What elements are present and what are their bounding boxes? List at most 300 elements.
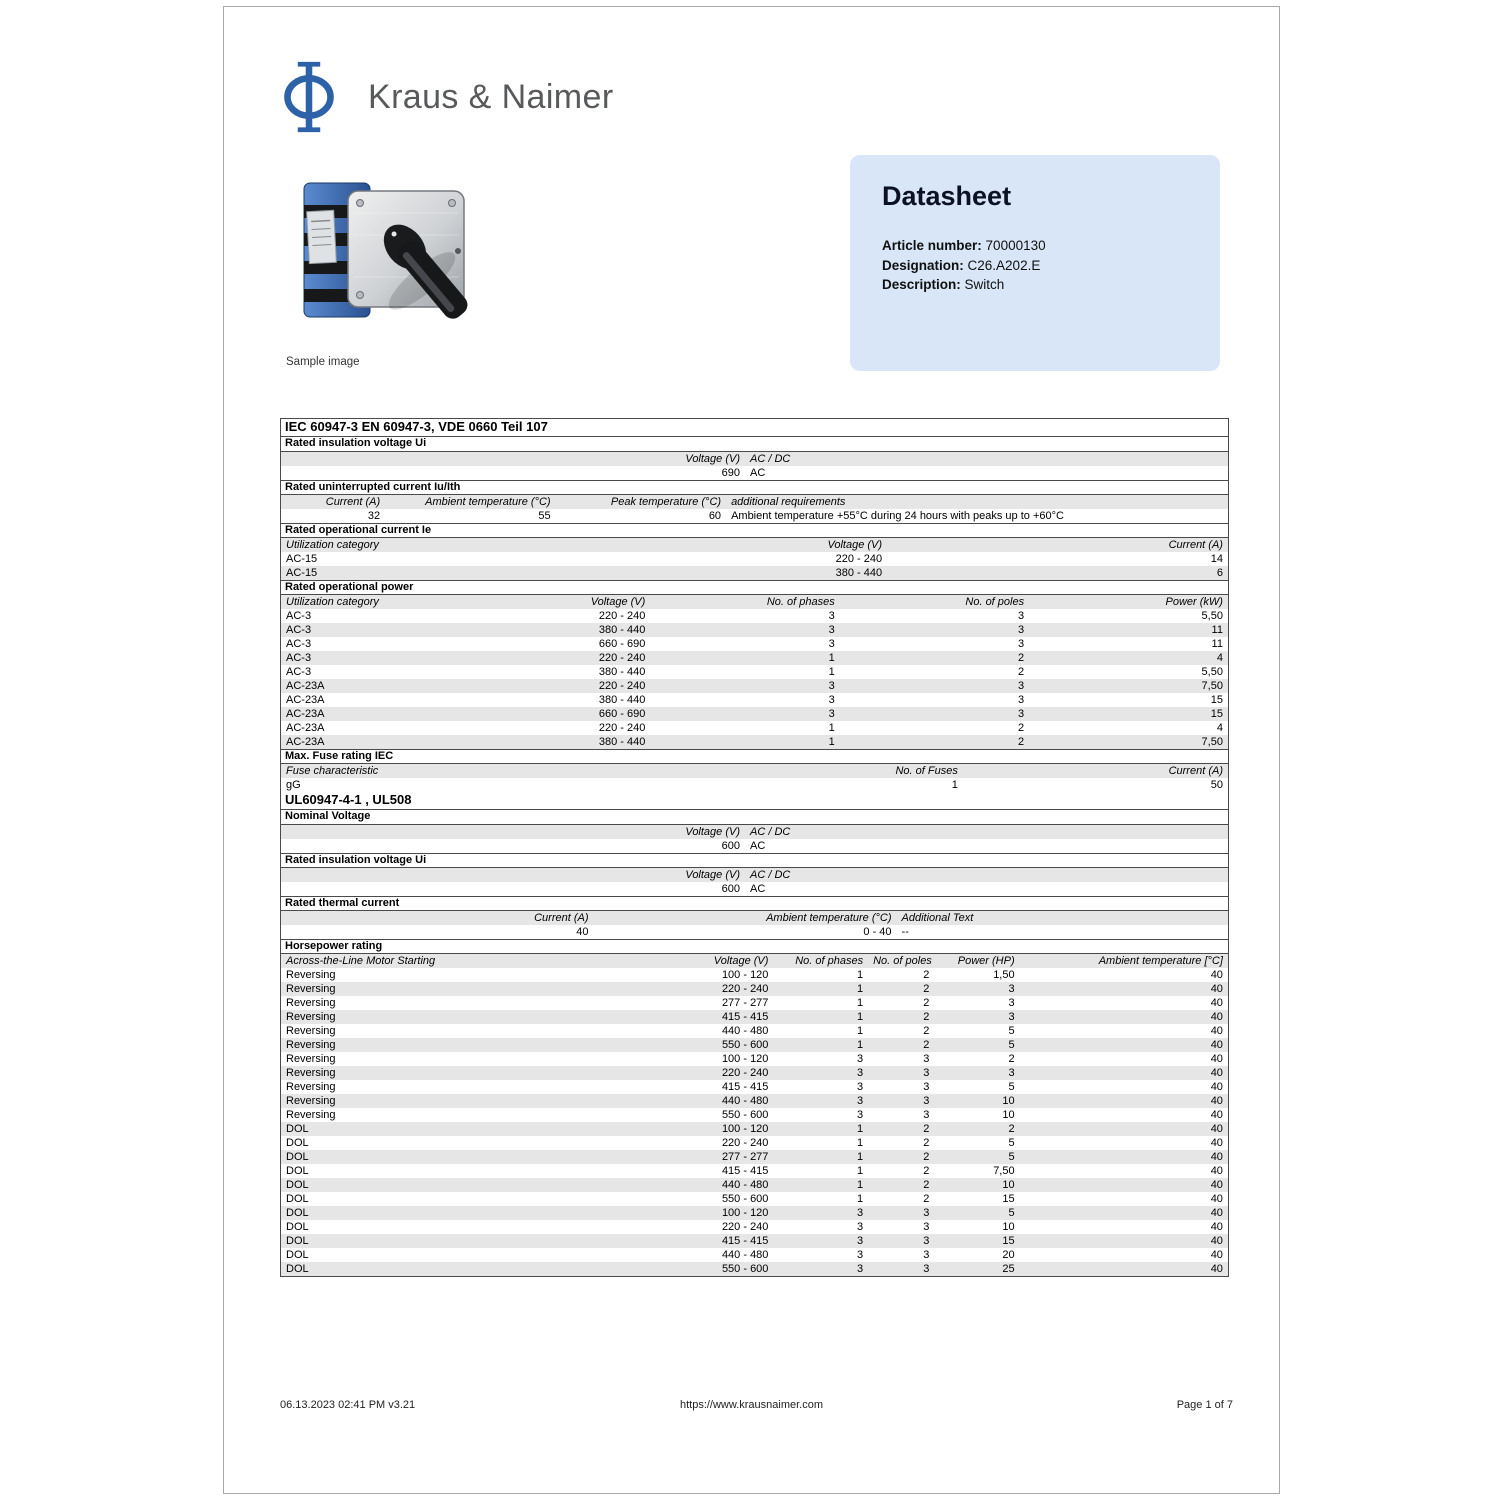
table-cell: 1 <box>856 1122 864 1135</box>
table-header-cell: No. of phases <box>766 595 835 608</box>
table-header-cell: No. of poles <box>873 954 932 967</box>
table-cell: 415 - 415 <box>721 1164 769 1177</box>
table-row <box>281 637 1228 651</box>
table-row <box>281 665 1228 679</box>
table-subsection-title: Rated thermal current <box>281 896 1228 911</box>
product-photo-switch <box>290 155 475 355</box>
table-header-cell: Voltage (V) <box>713 954 769 967</box>
table-row <box>281 1010 1228 1024</box>
spec-table <box>280 418 1229 1277</box>
table-row <box>281 982 1228 996</box>
table-cell: 3 <box>856 1234 864 1247</box>
table-row <box>281 778 1228 792</box>
table-cell: 15 <box>1002 1192 1015 1205</box>
table-cell: 3 <box>856 1080 864 1093</box>
table-row <box>281 1024 1228 1038</box>
table-cell: 5 <box>1008 1206 1015 1219</box>
table-cell: DOL <box>286 1178 309 1191</box>
table-cell: AC-3 <box>286 637 312 650</box>
table-row <box>281 609 1228 623</box>
table-cell: AC <box>750 466 766 479</box>
table-header-cell: Voltage (V) <box>590 595 646 608</box>
table-cell: 380 - 440 <box>598 665 646 678</box>
table-cell: 0 - 40 <box>863 925 892 938</box>
table-header-row <box>281 495 1228 509</box>
table-row <box>281 925 1228 939</box>
table-cell: 1 <box>856 1178 864 1191</box>
table-cell: 5,50 <box>1201 665 1223 678</box>
table-row <box>281 693 1228 707</box>
table-subsection-title: Rated uninterrupted current Iu/Ith <box>281 480 1228 495</box>
table-header-cell: Voltage (V) <box>685 825 741 838</box>
table-cell: gG <box>286 778 301 791</box>
table-header-row <box>281 868 1228 882</box>
table-cell: 3 <box>1017 623 1025 636</box>
designation-field <box>882 256 1188 276</box>
table-cell: 40 <box>1210 1052 1223 1065</box>
article-number-label: Article number: <box>882 238 982 253</box>
table-row <box>281 1136 1228 1150</box>
table-cell: 1 <box>828 665 835 678</box>
table-cell: 5 <box>1008 1136 1015 1149</box>
table-cell: 40 <box>1210 1094 1223 1107</box>
table-row <box>281 1108 1228 1122</box>
table-header-row <box>281 452 1228 466</box>
table-subsection-title: Horsepower rating <box>281 939 1228 954</box>
table-cell: 3 <box>1008 1010 1015 1023</box>
table-cell: AC-23A <box>286 721 325 734</box>
table-cell: 2 <box>923 1136 930 1149</box>
table-header-cell: Current (A) <box>325 495 381 508</box>
table-row <box>281 552 1228 566</box>
table-header-cell: AC / DC <box>750 868 791 881</box>
table-cell: 1 <box>856 1010 864 1023</box>
designation-value: C26.A202.E <box>967 257 1041 273</box>
table-cell: 50 <box>1210 778 1223 791</box>
table-cell: 2 <box>923 968 930 981</box>
table-cell: DOL <box>286 1234 309 1247</box>
table-cell: 3 <box>923 1262 930 1275</box>
table-header-cell: Current (A) <box>1168 538 1223 551</box>
table-cell: 3 <box>1017 693 1025 706</box>
table-row <box>281 1122 1228 1136</box>
description-label: Description: <box>882 277 961 292</box>
table-cell: 7,50 <box>1201 679 1223 692</box>
table-cell: AC <box>750 839 766 852</box>
table-cell: DOL <box>286 1206 309 1219</box>
table-cell: 3 <box>923 1052 930 1065</box>
table-cell: 1 <box>856 968 864 981</box>
table-cell: 20 <box>1002 1248 1015 1261</box>
table-cell: 40 <box>1210 1178 1223 1191</box>
table-header-row <box>281 954 1228 968</box>
table-cell: 3 <box>923 1080 930 1093</box>
table-cell: 15 <box>1210 707 1223 720</box>
table-cell: 2 <box>923 1122 930 1135</box>
table-cell: 40 <box>1210 1150 1223 1163</box>
table-subsection-title: Rated operational current Ie <box>281 523 1228 538</box>
table-cell: Reversing <box>286 996 336 1009</box>
table-cell: DOL <box>286 1150 309 1163</box>
table-row <box>281 1150 1228 1164</box>
table-cell: 100 - 120 <box>721 968 769 981</box>
table-cell: 100 - 120 <box>721 1206 769 1219</box>
table-cell: 550 - 600 <box>721 1038 769 1051</box>
table-cell: 2 <box>923 1150 930 1163</box>
table-row <box>281 1234 1228 1248</box>
table-cell: 220 - 240 <box>721 1220 769 1233</box>
table-cell: 440 - 480 <box>721 1248 769 1261</box>
table-cell: 3 <box>923 1248 930 1261</box>
table-row <box>281 651 1228 665</box>
table-cell: 1 <box>856 1164 864 1177</box>
sample-image-caption: Sample image <box>286 356 360 368</box>
table-cell: 1,50 <box>993 968 1015 981</box>
table-cell: 3 <box>828 679 835 692</box>
table-cell: 2 <box>923 982 930 995</box>
table-row <box>281 1080 1228 1094</box>
table-cell: 4 <box>1216 721 1223 734</box>
table-row <box>281 466 1228 480</box>
table-cell: 2 <box>1008 1052 1015 1065</box>
table-row <box>281 735 1228 749</box>
table-header-cell: Power (kW) <box>1165 595 1223 608</box>
table-cell: 1 <box>856 1150 864 1163</box>
table-cell: 220 - 240 <box>598 651 646 664</box>
table-header-cell: Power (HP) <box>957 954 1015 967</box>
table-cell: 32 <box>367 509 381 522</box>
table-cell: 3 <box>923 1234 930 1247</box>
table-cell: Reversing <box>286 1094 336 1107</box>
table-cell: 1 <box>856 1038 864 1051</box>
table-cell: AC-3 <box>286 623 312 636</box>
table-cell: 25 <box>1002 1262 1015 1275</box>
table-cell: Reversing <box>286 982 336 995</box>
table-cell: 3 <box>1017 679 1025 692</box>
table-row <box>281 1094 1228 1108</box>
table-cell: 220 - 240 <box>598 609 646 622</box>
table-cell: 2 <box>923 996 930 1009</box>
phi-logo-icon <box>280 59 338 135</box>
table-cell: 2 <box>923 1010 930 1023</box>
table-cell: AC-3 <box>286 665 312 678</box>
table-header-cell: Current (A) <box>1168 764 1223 777</box>
designation-label: Designation: <box>882 257 964 273</box>
table-row <box>281 968 1228 982</box>
table-cell: 40 <box>1210 1038 1223 1051</box>
table-section-title: UL60947-4-1 , UL508 <box>281 792 1228 810</box>
table-cell: AC-23A <box>286 679 325 692</box>
table-cell: 550 - 600 <box>721 1108 769 1121</box>
table-row <box>281 1192 1228 1206</box>
table-cell: 40 <box>1210 1262 1223 1275</box>
table-cell: 3 <box>1008 996 1015 1009</box>
table-cell: 5 <box>1008 1038 1015 1051</box>
table-header-cell: Across-the-Line Motor Starting <box>286 954 436 967</box>
table-cell: 3 <box>923 1108 930 1121</box>
table-cell: 2 <box>923 1024 930 1037</box>
table-row <box>281 1038 1228 1052</box>
table-cell: 220 - 240 <box>835 552 883 565</box>
table-cell: AC-23A <box>286 707 325 720</box>
table-header-cell: AC / DC <box>750 825 791 838</box>
table-header-cell: No. of poles <box>965 595 1025 608</box>
table-header-row <box>281 595 1228 609</box>
table-cell: DOL <box>286 1136 309 1149</box>
table-cell: 1 <box>856 1024 864 1037</box>
table-cell: 40 <box>1210 1010 1223 1023</box>
table-subsection-title: Rated operational power <box>281 580 1228 595</box>
table-cell: 380 - 440 <box>598 623 646 636</box>
table-header-cell: Ambient temperature (°C) <box>425 495 551 508</box>
table-row <box>281 996 1228 1010</box>
table-cell: AC-3 <box>286 609 312 622</box>
table-cell: 40 <box>1210 1192 1223 1205</box>
table-cell: 3 <box>856 1108 864 1121</box>
table-header-cell: Fuse characteristic <box>286 764 379 777</box>
table-cell: 5 <box>1008 1150 1015 1163</box>
table-cell: AC <box>750 882 766 895</box>
table-cell: DOL <box>286 1122 309 1135</box>
table-cell: 5,50 <box>1201 609 1223 622</box>
table-row <box>281 882 1228 896</box>
footer-url-link[interactable]: https://www.krausnaimer.com <box>679 1399 824 1411</box>
table-cell: 3 <box>856 1206 864 1219</box>
table-header-cell: Peak temperature (°C) <box>610 495 722 508</box>
table-cell: 220 - 240 <box>721 1066 769 1079</box>
table-cell: 7,50 <box>1201 735 1223 748</box>
table-row <box>281 1052 1228 1066</box>
table-cell: 40 <box>1210 1136 1223 1149</box>
table-cell: 40 <box>1210 1080 1223 1093</box>
table-cell: 11 <box>1211 637 1223 650</box>
table-cell: 3 <box>856 1262 864 1275</box>
table-cell: 3 <box>923 1206 930 1219</box>
footer <box>224 1399 1279 1413</box>
table-row <box>281 566 1228 580</box>
table-cell: 10 <box>1002 1220 1015 1233</box>
table-header-cell: Voltage (V) <box>685 452 741 465</box>
table-cell: 3 <box>856 1220 864 1233</box>
table-cell: 415 - 415 <box>721 1010 769 1023</box>
table-cell: Reversing <box>286 1024 336 1037</box>
table-cell: Reversing <box>286 1108 336 1121</box>
table-cell: Ambient temperature +55°C during 24 hours with peaks up to +60°C <box>731 509 1064 522</box>
table-cell: 5 <box>1008 1024 1015 1037</box>
table-header-cell: AC / DC <box>750 452 791 465</box>
table-cell: AC-23A <box>286 693 325 706</box>
table-cell: 2 <box>923 1178 930 1191</box>
table-cell: 380 - 440 <box>835 566 883 579</box>
article-number-field <box>882 236 1188 256</box>
table-cell: 55 <box>538 509 551 522</box>
table-cell: 10 <box>1002 1094 1015 1107</box>
page <box>223 6 1280 1494</box>
table-header-cell: additional requirements <box>731 495 846 508</box>
table-cell: 40 <box>1210 996 1223 1009</box>
table-cell: 220 - 240 <box>721 1136 769 1149</box>
table-header-cell: Current (A) <box>534 911 589 924</box>
table-row <box>281 1178 1228 1192</box>
table-cell: 277 - 277 <box>721 1150 769 1163</box>
table-header-row <box>281 538 1228 552</box>
brand-name: Kraus & Naimer <box>368 77 614 116</box>
table-cell: 40 <box>1210 1108 1223 1121</box>
table-cell: 550 - 600 <box>721 1192 769 1205</box>
table-cell: 1 <box>856 1192 864 1205</box>
table-cell: 277 - 277 <box>721 996 769 1009</box>
table-row <box>281 1262 1228 1276</box>
datasheet-title: Datasheet <box>882 181 1012 211</box>
table-row <box>281 1248 1228 1262</box>
table-cell: 4 <box>1216 651 1223 664</box>
table-row <box>281 839 1228 853</box>
table-cell: 600 <box>721 839 741 852</box>
table-cell: 100 - 120 <box>721 1122 769 1135</box>
table-row <box>281 1220 1228 1234</box>
table-cell: 3 <box>923 1094 930 1107</box>
table-cell: 11 <box>1211 623 1223 636</box>
table-cell: 15 <box>1002 1234 1015 1247</box>
table-row <box>281 623 1228 637</box>
table-cell: Reversing <box>286 1052 336 1065</box>
table-cell: AC-15 <box>286 552 318 565</box>
table-cell: 220 - 240 <box>598 679 646 692</box>
table-cell: Reversing <box>286 1080 336 1093</box>
table-cell: 3 <box>1017 609 1025 622</box>
table-cell: 15 <box>1210 693 1223 706</box>
table-cell: 380 - 440 <box>598 693 646 706</box>
table-cell: 40 <box>1210 1164 1223 1177</box>
table-cell: 2 <box>1017 721 1025 734</box>
table-cell: 3 <box>923 1066 930 1079</box>
table-cell: Reversing <box>286 1066 336 1079</box>
table-cell: 1 <box>828 735 835 748</box>
table-cell: 440 - 480 <box>721 1024 769 1037</box>
table-cell: 40 <box>576 925 589 938</box>
table-cell: 10 <box>1002 1178 1015 1191</box>
table-cell: 40 <box>1210 1024 1223 1037</box>
table-section-title: IEC 60947-3 EN 60947-3, VDE 0660 Teil 107 <box>281 419 1228 437</box>
table-cell: DOL <box>286 1220 309 1233</box>
table-cell: 3 <box>1017 637 1025 650</box>
table-cell: 10 <box>1002 1108 1015 1121</box>
table-cell: 415 - 415 <box>721 1234 769 1247</box>
table-cell: 40 <box>1210 982 1223 995</box>
table-header-cell: Utilization category <box>286 538 379 551</box>
table-row <box>281 679 1228 693</box>
table-cell: 3 <box>828 707 835 720</box>
table-cell: 2 <box>923 1164 930 1177</box>
table-cell: 40 <box>1210 1122 1223 1135</box>
table-cell: 1 <box>951 778 958 791</box>
table-cell: 3 <box>1008 1066 1015 1079</box>
table-cell: 1 <box>856 982 864 995</box>
table-cell: 3 <box>1017 707 1025 720</box>
table-cell: 600 <box>721 882 741 895</box>
table-cell: 40 <box>1210 1234 1223 1247</box>
table-cell: 220 - 240 <box>721 982 769 995</box>
table-cell: 60 <box>708 509 722 522</box>
table-cell: DOL <box>286 1262 309 1275</box>
table-header-row <box>281 825 1228 839</box>
table-subsection-title: Rated insulation voltage Ui <box>281 853 1228 868</box>
table-cell: 440 - 480 <box>721 1094 769 1107</box>
table-header-cell: Voltage (V) <box>827 538 883 551</box>
table-cell: 40 <box>1210 1066 1223 1079</box>
table-cell: AC-23A <box>286 735 325 748</box>
datasheet-panel <box>850 155 1220 371</box>
table-cell: DOL <box>286 1164 309 1177</box>
table-cell: Reversing <box>286 1038 336 1051</box>
table-cell: 550 - 600 <box>721 1262 769 1275</box>
table-cell: 40 <box>1210 1206 1223 1219</box>
table-header-cell: Utilization category <box>286 595 379 608</box>
table-cell: 660 - 690 <box>598 637 646 650</box>
table-cell: 440 - 480 <box>721 1178 769 1191</box>
table-cell: 1 <box>856 996 864 1009</box>
table-cell: DOL <box>286 1248 309 1261</box>
footer-page-number: Page 1 of 7 <box>1176 1399 1233 1411</box>
table-cell: 3 <box>828 693 835 706</box>
table-cell: 5 <box>1008 1080 1015 1093</box>
table-header-cell: No. of phases <box>795 954 864 967</box>
table-row <box>281 509 1228 523</box>
table-subsection-title: Nominal Voltage <box>281 810 1228 825</box>
description-field <box>882 275 1188 295</box>
brand-logo <box>280 59 614 135</box>
article-number-value: 70000130 <box>985 238 1046 253</box>
table-cell: 2 <box>1017 651 1025 664</box>
table-cell: 3 <box>923 1220 930 1233</box>
table-header-cell: Additional Text <box>901 911 974 924</box>
table-row <box>281 707 1228 721</box>
table-header-row <box>281 911 1228 925</box>
table-cell: 2 <box>1017 665 1025 678</box>
table-cell: 40 <box>1210 968 1223 981</box>
table-cell: 3 <box>828 637 835 650</box>
table-row <box>281 1206 1228 1220</box>
table-cell: 220 - 240 <box>598 721 646 734</box>
footer-date: 06.13.2023 02:41 PM v3.21 <box>280 1399 416 1411</box>
table-cell: 1 <box>856 1136 864 1149</box>
table-row <box>281 721 1228 735</box>
table-cell: 2 <box>1017 735 1025 748</box>
table-cell: 3 <box>856 1248 864 1261</box>
table-subsection-title: Rated insulation voltage Ui <box>281 437 1228 452</box>
table-cell: 3 <box>856 1066 864 1079</box>
table-cell: 3 <box>828 609 835 622</box>
table-cell: 100 - 120 <box>721 1052 769 1065</box>
table-cell: 380 - 440 <box>598 735 646 748</box>
table-cell: 1 <box>828 651 835 664</box>
table-cell: 6 <box>1216 566 1223 579</box>
table-row <box>281 1066 1228 1080</box>
table-cell: 3 <box>856 1094 864 1107</box>
table-cell: 7,50 <box>993 1164 1015 1177</box>
table-cell: 2 <box>923 1038 930 1051</box>
table-cell: 3 <box>828 623 835 636</box>
table-cell: Reversing <box>286 968 336 981</box>
table-cell: 2 <box>923 1192 930 1205</box>
table-cell: AC-15 <box>286 566 318 579</box>
table-cell: 14 <box>1210 552 1223 565</box>
table-subsection-title: Max. Fuse rating IEC <box>281 749 1228 764</box>
description-value: Switch <box>964 277 1005 292</box>
table-cell: 40 <box>1210 1220 1223 1233</box>
table-cell: DOL <box>286 1192 309 1205</box>
table-cell: -- <box>901 925 909 938</box>
